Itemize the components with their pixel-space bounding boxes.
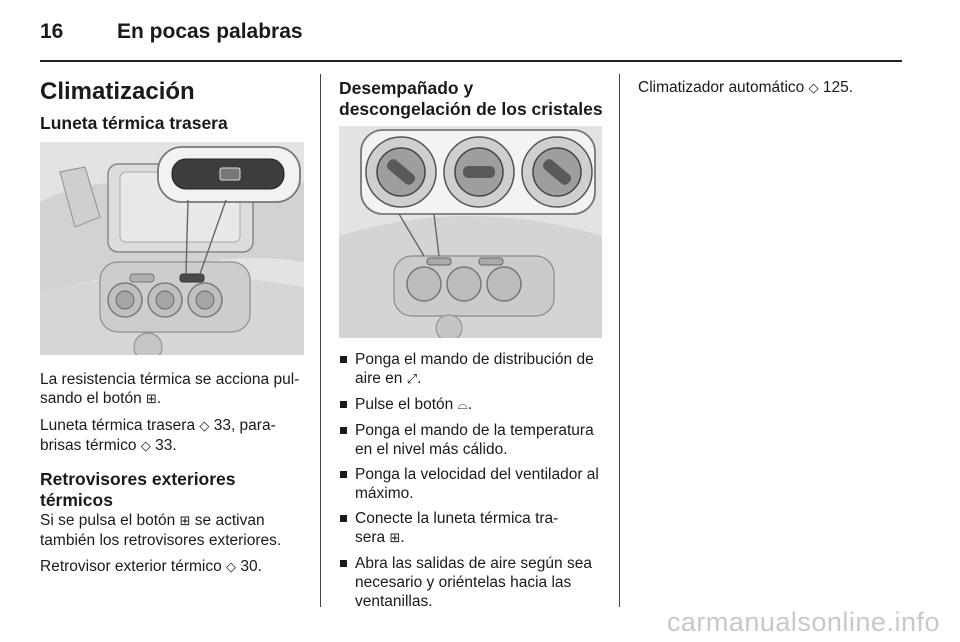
demisting-steps xyxy=(339,350,605,611)
list-item: Conecte la luneta térmica tra- sera ⊞. xyxy=(339,509,605,548)
left-column xyxy=(40,78,306,134)
middle-column-body xyxy=(339,350,605,617)
list-item: Ponga el mando de la temperatura en el nivel más cálido. xyxy=(339,421,605,459)
air-distribution-windscreen-icon: ⤢ xyxy=(406,372,418,387)
windscreen-defrost-icon: ⌓ xyxy=(457,398,468,413)
section-title: En pocas palabras xyxy=(117,20,303,43)
automatic-climate-reference: Climatizador automático ◇ 125. xyxy=(638,79,854,96)
right-column xyxy=(638,78,898,98)
demisting-heading: Desempañado y descongelación de los cristales xyxy=(339,78,603,119)
header-rule xyxy=(40,60,902,62)
rear-window-heading: Luneta térmica trasera xyxy=(40,113,228,133)
middle-column xyxy=(339,78,605,120)
left-column-body xyxy=(40,370,310,577)
heated-mirrors-heading: Retrovisores exteriores térmicos xyxy=(40,469,236,510)
watermark: carmanualsonline.info xyxy=(666,607,940,637)
page-reference-arrow-icon: ◇ xyxy=(226,560,237,575)
page-reference-arrow-icon: ◇ xyxy=(199,419,210,434)
page-number: 16 xyxy=(40,20,64,43)
page-reference-arrow-icon: ◇ xyxy=(808,81,819,96)
rear-defrost-text: La resistencia térmica se acciona pul- sando el botón ⊞. xyxy=(40,371,300,407)
rear-defrost-references: Luneta térmica trasera ◇ 33, para- brisas térmico ◇ 33. xyxy=(40,417,276,454)
rear-window-defrost-icon: ⊞ xyxy=(389,531,401,546)
page-reference-arrow-icon: ◇ xyxy=(140,439,151,454)
rear-window-defrost-icon: ⊞ xyxy=(146,392,157,407)
list-item: Ponga el mando de distribución de aire en ⤢. xyxy=(339,350,605,389)
demisting-figure xyxy=(339,126,602,338)
dashboard-illustration xyxy=(40,142,304,355)
heated-mirrors-text: Si se pulsa el botón ⊞ se activan también los retrovisores exteriores. xyxy=(40,512,282,549)
rear-window-defrost-icon: ⊞ xyxy=(179,514,191,529)
climate-controls-illustration xyxy=(339,126,602,338)
climate-heading: Climatización xyxy=(40,78,195,105)
list-item: Abra las salidas de aire según sea necesario y oriéntelas hacia las ventanillas. xyxy=(339,554,605,611)
heated-mirror-reference: Retrovisor exterior térmico ◇ 30. xyxy=(40,558,262,575)
list-item: Ponga la velocidad del ventilador al máximo. xyxy=(339,465,605,503)
column-divider-right xyxy=(619,74,620,607)
rear-defrost-figure xyxy=(40,142,304,355)
column-divider-left xyxy=(320,74,321,607)
list-item: Pulse el botón ⌓. xyxy=(339,395,605,415)
